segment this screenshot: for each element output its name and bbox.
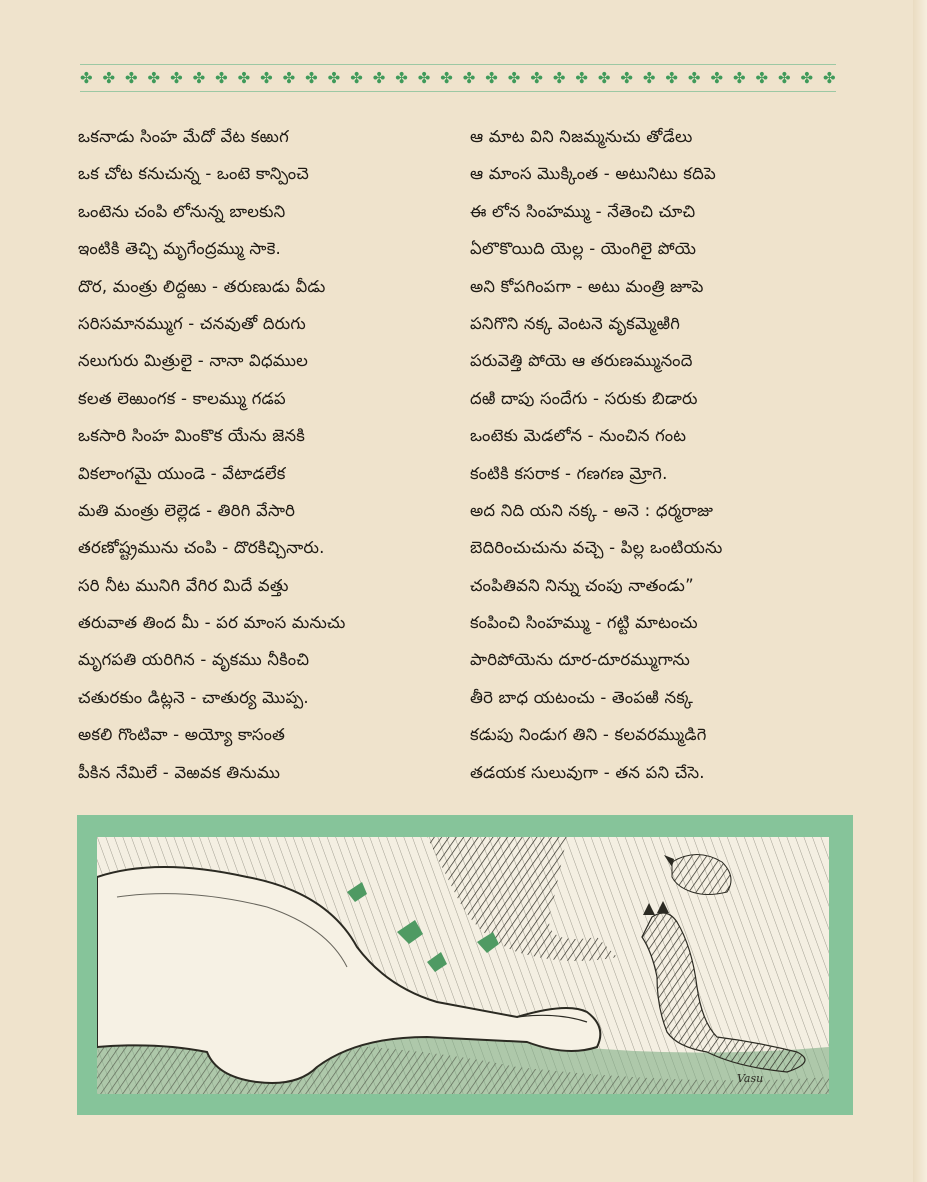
border-ornament: ✤ <box>755 68 769 87</box>
verse-line: వికలాంగమై యుండె - వేటాడలేక <box>78 463 286 483</box>
verse-line: తరువాత తింద మీ - పర మాంస మనుచు <box>78 613 346 633</box>
verse-line: ఒకసారి సింహ మింకొక యేను జెనకి <box>78 426 306 446</box>
verse-line: సరిసమానమ్ముగ - చనవుతో దిరుగు <box>78 313 306 333</box>
decorative-border-strip <box>80 64 836 92</box>
verse-line: సరి నీట మునిగి వేగిర మిదే వత్తు <box>78 575 289 595</box>
border-ornament: ✤ <box>215 68 228 87</box>
verse-line: పరువెత్తి పోయె ఆ తరుణమ్మునందె <box>470 351 693 371</box>
border-ornament: ✤ <box>327 68 341 87</box>
verse-line: దఱి దాపు సందేగు - సరుకు బిడారు <box>470 388 698 408</box>
border-ornament: ✤ <box>665 68 678 87</box>
verse-line: తడయక సులువుగా - తన పని చేసె. <box>470 762 705 782</box>
verse-line: కంపించి సింహమ్ము - గట్టి మాటంచు <box>470 613 698 633</box>
border-ornament: ✤ <box>687 68 701 87</box>
border-ornament: ✤ <box>575 68 588 87</box>
border-ornament: ✤ <box>485 68 498 87</box>
border-ornament: ✤ <box>597 68 611 87</box>
verse-line: ఒంటెకు మెడలోన - నుంచిన గంట <box>470 426 687 446</box>
border-ornament: ✤ <box>395 68 408 87</box>
border-ornament: ✤ <box>440 68 453 87</box>
border-ornament: ✤ <box>192 68 206 87</box>
border-ornament: ✤ <box>507 68 521 87</box>
verse-line: ఒక చోట కనుచున్న - ఒంటె కాన్పించె <box>78 164 310 184</box>
story-illustration <box>97 837 829 1094</box>
border-ornament: ✤ <box>170 68 183 87</box>
verse-line: పారిపోయెను దూర-దూరమ్ముగాను <box>470 650 691 670</box>
verse-line: ఈ లోన సింహమ్ము - నేతెంచి చూచి <box>470 201 696 221</box>
border-ornament: ✤ <box>417 68 431 87</box>
border-ornament: ✤ <box>552 68 566 87</box>
border-ornament: ✤ <box>80 68 93 87</box>
verse-line: చంపితివని నిన్ను చంపు నాతండు” <box>470 575 694 595</box>
page-edge <box>913 0 927 1182</box>
artist-signature: Vasu <box>737 1072 764 1085</box>
verse-line: ఒకనాడు సింహ మేదో వేట కఱుగ <box>78 127 289 146</box>
verse-line: కంటికి కసరాక - గణగణ మ్రోగె. <box>470 463 668 483</box>
left-verse-column <box>78 118 463 791</box>
border-ornament: ✤ <box>282 68 296 87</box>
border-ornament: ✤ <box>237 68 251 87</box>
verse-line: కలత లెఱుంగక - కాలమ్ము గడప <box>78 388 286 408</box>
verse-line: ఆ మాట విని నిజమ్మనుచు తోడేలు <box>470 127 693 146</box>
verse-line: బెదిరించుచును వచ్చె - పిల్ల ఒంటియను <box>470 538 723 558</box>
verse-line: కడుపు నిండుగ తిని - కలవరమ్ముడిగె <box>470 725 707 745</box>
verse-line: అద నిది యని నక్క - అనె : ధర్మరాజు <box>470 500 714 520</box>
border-ornament: ✤ <box>102 68 116 87</box>
border-ornament: ✤ <box>147 68 161 87</box>
border-ornament: ✤ <box>350 68 363 87</box>
border-ornament: ✤ <box>823 68 836 87</box>
illustration-svg <box>97 837 829 1094</box>
border-ornament: ✤ <box>710 68 724 87</box>
verse-line: దొర, మంత్రు లిద్దఱు - తరుణుడు వీడు <box>78 276 326 296</box>
verse-line: ఇంటికి తెచ్చి మృగేంద్రమ్ము సాకె. <box>78 239 281 259</box>
border-ornament: ✤ <box>372 68 386 87</box>
border-ornament: ✤ <box>260 68 273 87</box>
border-ornament: ✤ <box>800 68 814 87</box>
verse-line: పనిగొని నక్క వెంటనె వృకమ్మెఱిగి <box>470 313 681 333</box>
border-ornament: ✤ <box>777 68 791 87</box>
border-ornament: ✤ <box>530 68 543 87</box>
verse-line: మృగపతి యరిగిన - వృకము నీకించి <box>78 650 310 670</box>
border-ornament: ✤ <box>732 68 746 87</box>
verse-line: అని కోపగింపగా - అటు మంత్రి జూపె <box>470 276 704 296</box>
right-verse-column <box>470 118 855 791</box>
border-ornament: ✤ <box>462 68 476 87</box>
verse-line: తీరె బాధ యటంచు - తెంపఱి నక్క <box>470 687 694 707</box>
verse-line: పీకిన నేమిలే - వెఱవక తినుము <box>78 762 281 782</box>
border-ornament: ✤ <box>620 68 633 87</box>
verse-line: ఏలొకొయిది యెల్ల - యెంగిలై పోయె <box>470 239 697 259</box>
verse-line: తరణోష్ట్రమును చంపి - దొరకిచ్చినారు. <box>78 538 325 558</box>
verse-line: చతురకుం డిట్లనె - చాతుర్య మొప్ప. <box>78 687 309 707</box>
verse-line: ఆ మాంస మొక్కింత - అటునిటు కదిపె <box>470 164 716 184</box>
verse-line: మతి మంత్రు లెల్లెడ - తిరిగి వేసారి <box>78 500 296 520</box>
verse-line: నలుగురు మిత్రులై - నానా విధముల <box>78 351 309 371</box>
border-ornament: ✤ <box>305 68 318 87</box>
border-ornament: ✤ <box>125 68 138 87</box>
verse-line: అకలి గొంటివా - అయ్యో కాసంత <box>78 725 286 745</box>
verse-line: ఒంటెను చంపి లోనున్న బాలకుని <box>78 201 286 221</box>
border-ornament: ✤ <box>642 68 656 87</box>
